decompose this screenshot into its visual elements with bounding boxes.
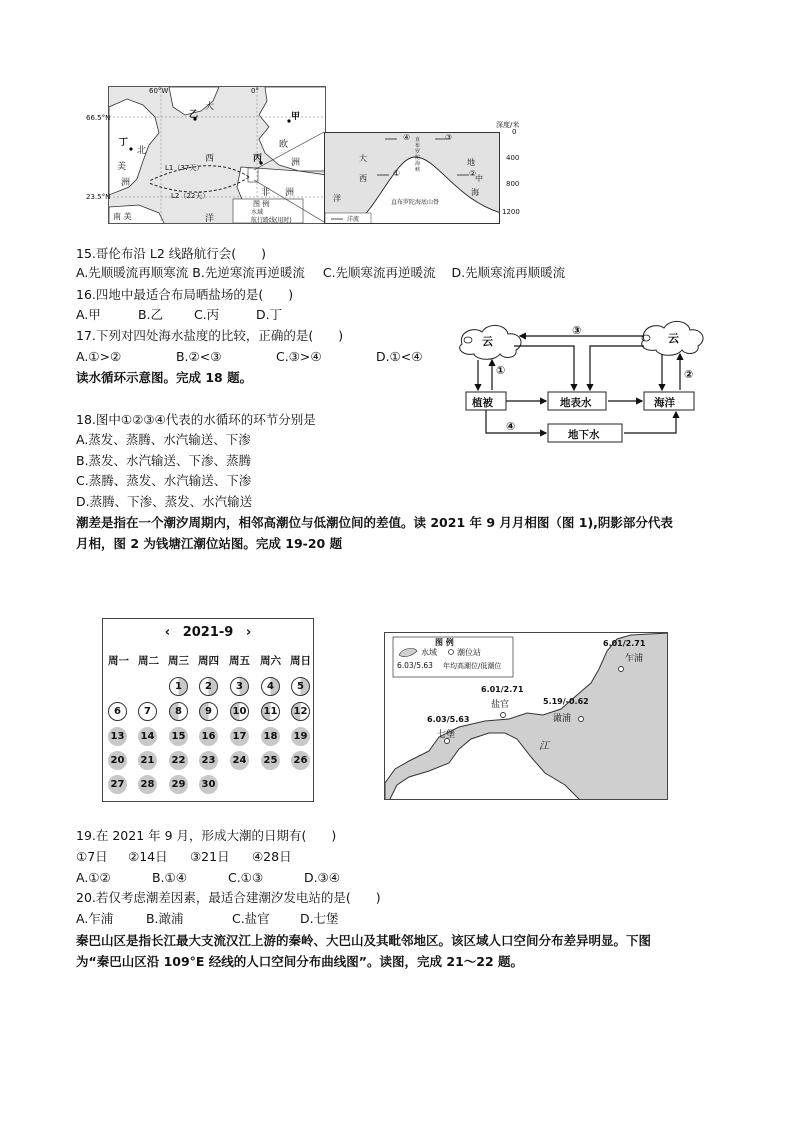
calendar-day: 7	[138, 702, 157, 721]
weekday: 周日	[290, 655, 311, 667]
lat-label: 23.5°N	[86, 193, 111, 201]
river-label: 江	[539, 741, 549, 752]
weekday: 周四	[198, 655, 219, 667]
option-c[interactable]: C.先顺寒流再逆暖流	[322, 265, 436, 280]
calendar-day: 6	[108, 702, 127, 721]
calendar-day: 28	[138, 775, 157, 794]
ground-box-label: 地下水	[568, 429, 600, 441]
route-l1-label: L1（37天）	[165, 164, 204, 172]
station-name: 乍浦	[625, 654, 644, 664]
region-label: 洲	[121, 178, 131, 188]
q16-options	[76, 307, 282, 323]
point-3: ③	[445, 133, 453, 142]
legend-water: 水域	[251, 209, 264, 216]
plant-box-label: 植被	[472, 397, 493, 409]
cloud-label: 云	[668, 332, 679, 345]
q18-stem: 18.图中①②③④代表的水循环的环节分别是	[76, 412, 316, 427]
calendar-day: 14	[138, 727, 157, 746]
point-2: ②	[469, 169, 477, 178]
calendar-day: 26	[291, 751, 310, 770]
region-label: 洲	[285, 188, 295, 198]
intro-19-line2: 月相，图 2 为钱塘江潮位站图。完成 19-20 题	[76, 536, 343, 551]
point-1: ①	[393, 169, 401, 178]
legend-sample: 6.03/5.63	[397, 661, 433, 670]
station-value: 5.19/-0.62	[543, 697, 589, 706]
q17-stem: 17.下列对四处海水盐度的比较，正确的是( )	[76, 328, 344, 343]
intro-21-line2: 为“秦巴山区沿 109°E 经线的人口空间分布曲线图”。读图，完成 21～22 题。	[76, 954, 524, 969]
calendar-title: 2021-9	[182, 625, 234, 640]
lon-label: 60°W	[149, 87, 169, 95]
route-l2-label: L2（22天）	[171, 192, 210, 200]
option-d[interactable]: D.③④	[303, 870, 340, 885]
calendar-day: 20	[108, 751, 127, 770]
calendar-day: 13	[108, 727, 127, 746]
legend-station: 潮位站	[457, 648, 481, 657]
q17-options	[76, 349, 422, 365]
station-value: 6.01/2.71	[481, 685, 524, 694]
calendar-day: 29	[169, 775, 188, 794]
region-label: 西	[359, 174, 367, 183]
prev-month-icon[interactable]: ‹	[164, 625, 171, 640]
depth-tick: 1200	[502, 208, 520, 216]
option-c[interactable]: C.盐官	[231, 911, 270, 926]
region-label: 大	[359, 154, 367, 163]
region-label: 南 美	[113, 212, 132, 221]
option-b[interactable]: B.②<③	[175, 349, 222, 364]
legend-desc: 年均高潮位/低潮位	[443, 662, 502, 670]
weekday: 周六	[260, 655, 281, 667]
calendar-day: 24	[230, 751, 249, 770]
calendar-day: 1	[169, 677, 188, 696]
option-b[interactable]: B.①④	[151, 870, 187, 885]
station-name: 七堡	[437, 730, 456, 740]
calendar-day: 30	[199, 775, 218, 794]
q19-items	[76, 849, 292, 865]
region-label: 海	[471, 188, 479, 197]
weekday: 周三	[168, 655, 189, 667]
region-label: 欧	[279, 140, 289, 150]
station-name: 盐官	[491, 700, 510, 710]
calendar-header	[103, 625, 313, 640]
region-label: 非	[261, 188, 271, 198]
ridge-label: 直布罗陀海底山脊	[391, 199, 440, 206]
gibraltar-section	[324, 132, 500, 224]
intro-18: 读水循环示意图。完成 18 题。	[76, 370, 253, 385]
weekday: 周二	[138, 655, 159, 667]
option-a[interactable]: A.甲	[76, 307, 101, 322]
item-1: ①7日	[76, 849, 108, 864]
lat-label: 66.5°N	[86, 114, 111, 122]
option-a[interactable]: A.先顺暖流再顺寒流	[76, 265, 189, 280]
point-bing: 丙	[253, 154, 263, 164]
q18-option-d[interactable]: D.蒸腾、下渗、蒸发、水汽输送	[76, 494, 253, 509]
region-label: 地	[467, 158, 475, 167]
legend-water: 水域	[421, 648, 437, 657]
label-2: ②	[684, 368, 694, 381]
calendar-day: 27	[108, 775, 127, 794]
option-c[interactable]: C.③>④	[275, 349, 322, 364]
tide-station-map	[384, 632, 668, 800]
region-label: 美	[117, 162, 127, 172]
option-d[interactable]: D.丁	[255, 307, 283, 322]
section-legend: 洋流	[347, 216, 360, 223]
option-a[interactable]: A.乍浦	[76, 911, 114, 926]
option-d[interactable]: D.①<④	[375, 349, 423, 364]
calendar-day: 5	[291, 677, 310, 696]
point-ding: 丁	[119, 138, 129, 148]
item-4: ④28日	[251, 849, 292, 864]
q18-option-c[interactable]: C.蒸腾、蒸发、水汽输送、下渗	[76, 473, 252, 488]
region-label: 洲	[291, 158, 301, 168]
option-c[interactable]: C.丙	[193, 307, 220, 322]
strait-label: 直布罗陀海峡	[415, 137, 421, 173]
option-a[interactable]: A.①>②	[76, 349, 122, 364]
option-b[interactable]: B.澉浦	[145, 911, 184, 926]
calendar-day: 8	[169, 702, 188, 721]
calendar-day: 4	[261, 677, 280, 696]
option-b[interactable]: B.乙	[137, 307, 164, 322]
calendar-day: 16	[199, 727, 218, 746]
calendar-day: 10	[230, 702, 249, 721]
legend-title: 图 例	[253, 200, 270, 208]
depth-tick: 400	[506, 154, 520, 162]
q18-option-a[interactable]: A.蒸发、蒸腾、水汽输送、下渗	[76, 432, 251, 447]
item-3: ③21日	[189, 849, 230, 864]
calendar-day: 15	[169, 727, 188, 746]
station-name: 澉浦	[553, 714, 572, 724]
calendar-day: 2	[199, 677, 218, 696]
water-cycle-diagram	[448, 318, 736, 448]
calendar-day: 23	[199, 751, 218, 770]
region-label: 北	[137, 146, 147, 156]
option-a[interactable]: A.①②	[76, 870, 111, 885]
item-2: ②14日	[127, 849, 168, 864]
calendar-day: 3	[230, 677, 249, 696]
cloud-label: 云	[482, 335, 493, 348]
option-b[interactable]: B.先逆寒流再逆暖流	[192, 265, 305, 280]
calendar-day: 17	[230, 727, 249, 746]
next-month-icon[interactable]: ›	[245, 625, 252, 640]
depth-label: 深度/米	[496, 121, 520, 129]
depth-tick: 0	[512, 128, 517, 136]
depth-tick: 800	[506, 180, 520, 188]
moon-calendar	[102, 618, 314, 802]
option-d[interactable]: D.七堡	[299, 911, 339, 926]
region-label: 大	[205, 102, 215, 112]
q20-stem: 20.若仅考虑潮差因素，最适合建潮汐发电站的是( )	[76, 890, 381, 905]
calendar-day: 25	[261, 751, 280, 770]
q16-stem: 16.四地中最适合布局晒盐场的是( )	[76, 287, 294, 302]
q15-stem: 15.哥伦布沿 L2 线路航行会( )	[76, 246, 266, 261]
q19-options	[76, 870, 340, 886]
label-3: ③	[572, 324, 582, 337]
legend-route: 航行路线(用时)	[251, 217, 292, 224]
station-value: 6.03/5.63	[427, 715, 470, 724]
weekday: 周五	[229, 655, 250, 667]
calendar-day: 21	[138, 751, 157, 770]
label-4: ④	[506, 420, 516, 433]
calendar-day: 19	[291, 727, 310, 746]
surface-box-label: 地表水	[560, 397, 592, 409]
point-4: ④	[403, 133, 411, 142]
station-value: 6.01/2.71	[603, 639, 646, 648]
lon-label: 0°	[251, 87, 259, 95]
point-yi: 乙	[189, 110, 199, 120]
intro-19-line1: 潮差是指在一个潮汐周期内，相邻高潮位与低潮位间的差值。读 2021 年 9 月月相图（图 1),阴影部分代表	[76, 515, 673, 530]
q15-options	[76, 265, 565, 281]
region-label: 西	[205, 154, 215, 164]
calendar-day: 9	[199, 702, 218, 721]
region-label: 洋	[333, 194, 341, 203]
connector-lines	[244, 130, 326, 225]
calendar-day: 22	[169, 751, 188, 770]
q19-stem: 19.在 2021 年 9 月，形成大潮的日期有( )	[76, 828, 337, 843]
label-1: ①	[496, 364, 506, 377]
calendar-day: 11	[261, 702, 280, 721]
option-d[interactable]: D.先顺寒流再顺暖流	[451, 265, 566, 280]
q20-options	[76, 911, 339, 927]
q18-option-b[interactable]: B.蒸发、水汽输送、下渗、蒸腾	[76, 453, 252, 468]
region-label: 洋	[205, 214, 215, 224]
calendar-day: 18	[261, 727, 280, 746]
region-label: 中	[475, 174, 483, 183]
calendar-day: 12	[291, 702, 310, 721]
legend-title: 图 例	[435, 638, 454, 647]
weekday: 周一	[108, 655, 129, 667]
point-jia: 甲	[291, 112, 301, 122]
option-c[interactable]: C.①③	[227, 870, 264, 885]
intro-21-line1: 秦巴山区是指长江最大支流汉江上游的秦岭、大巴山及其毗邻地区。该区域人口空间分布差异明显。下图	[76, 933, 652, 948]
ocean-box-label: 海洋	[654, 397, 675, 409]
